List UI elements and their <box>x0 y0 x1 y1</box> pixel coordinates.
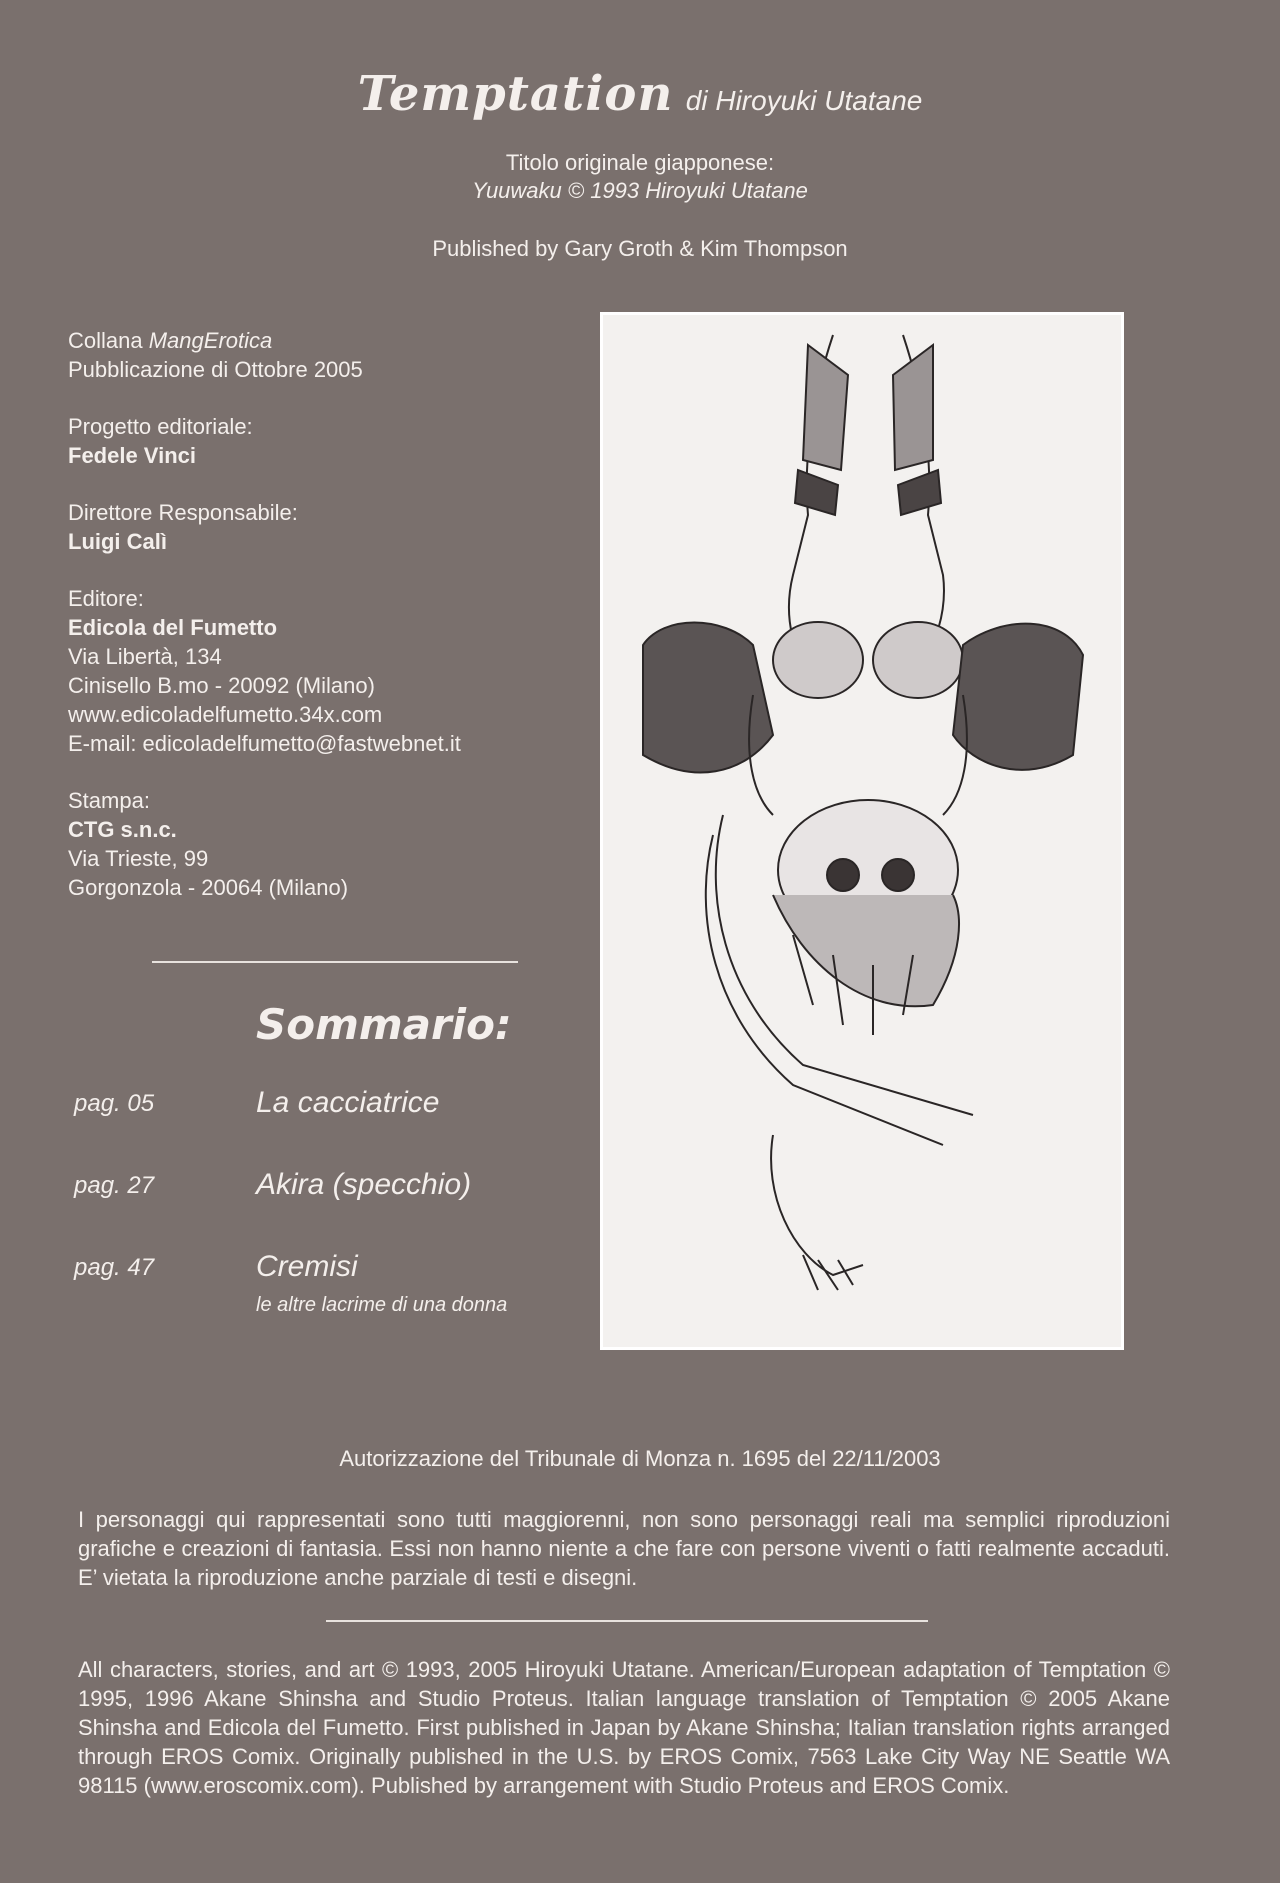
progetto-block <box>68 412 568 470</box>
toc-title: La cacciatrice <box>256 1086 440 1119</box>
stampa-value: CTG s.n.c. <box>68 817 177 842</box>
toc-item <box>74 1086 594 1146</box>
publication-date: Pubblicazione di Ottobre 2005 <box>68 357 363 382</box>
editore-email: E-mail: edicoladelfumetto@fastwebnet.it <box>68 731 461 756</box>
toc-item <box>74 1250 594 1330</box>
collana-line <box>68 326 568 384</box>
editore-block <box>68 584 568 758</box>
progetto-value: Fedele Vinci <box>68 443 196 468</box>
divider <box>326 1620 928 1622</box>
editore-value: Edicola del Fumetto <box>68 615 278 640</box>
toc-page-number: pag. 47 <box>74 1254 155 1281</box>
toc-page-number: pag. 27 <box>74 1172 155 1199</box>
collana-value: MangErotica <box>148 328 273 353</box>
collana-label: Collana <box>68 328 143 353</box>
manga-illustration <box>603 315 1121 1347</box>
direttore-label: Direttore Responsabile: <box>68 500 298 525</box>
toc-subtitle: le altre lacrime di una donna <box>256 1294 508 1316</box>
title-logo: Temptation <box>357 66 674 122</box>
credits-block <box>68 326 568 930</box>
direttore-value: Luigi Calì <box>68 529 167 554</box>
editore-address-line: Cinisello B.mo - 20092 (Milano) <box>68 673 375 698</box>
progetto-label: Progetto editoriale: <box>68 414 253 439</box>
byline: di Hiroyuki Utatane <box>685 85 923 116</box>
publisher-line: Published by Gary Groth & Kim Thompson <box>432 236 848 261</box>
editore-address-line: Via Libertà, 134 <box>68 644 222 669</box>
stampa-block <box>68 786 568 902</box>
editore-website: www.edicoladelfumetto.34x.com <box>68 702 383 727</box>
page-title <box>0 66 1280 122</box>
stampa-address-line: Via Trieste, 99 <box>68 846 209 871</box>
toc-page-number: pag. 05 <box>74 1090 155 1117</box>
direttore-block <box>68 498 568 556</box>
authorization-line: Autorizzazione del Tribunale di Monza n. 1695 del 22/11/2003 <box>339 1446 941 1471</box>
stampa-label: Stampa: <box>68 788 150 813</box>
stampa-address-line: Gorgonzola - 20064 (Milano) <box>68 875 349 900</box>
disclaimer-paragraph: I personaggi qui rappresentati sono tutti maggiorenni, non sono personaggi reali ma semplici riproduzioni grafiche e creazioni di fantasia. Essi non hanno niente a che fare con persone viventi o fatti realmente accaduti. E’ vietata la riproduzione anche parziale di testi e disegni. <box>78 1507 1170 1590</box>
sommario-title: Sommario: <box>256 1000 512 1049</box>
original-title-label: Titolo originale giapponese: <box>505 150 775 175</box>
illustration-panel <box>600 312 1124 1350</box>
copyright-paragraph: All characters, stories, and art © 1993, 2005 Hiroyuki Utatane. American/European adaptation of Temptation © 1995, 1996 Akane Shinsha and Studio Proteus. Italian language translation of Temptation © 2005 Akane Shinsha and Edicola del Fumetto. First published in Japan by Akane Shinsha; Italian translation rights arranged through EROS Comix. Originally published in the U.S. by EROS Comix, 7563 Lake City Way NE Seattle WA 98115 (www.eroscomix.com). Published by arrangement with Studio Proteus and EROS Comix. <box>78 1657 1170 1798</box>
toc-item <box>74 1168 594 1228</box>
editore-label: Editore: <box>68 586 144 611</box>
toc-title: Cremisi <box>256 1250 358 1283</box>
divider <box>152 961 518 963</box>
original-title: Yuuwaku © 1993 Hiroyuki Utatane <box>472 178 808 203</box>
toc-title: Akira (specchio) <box>256 1168 472 1201</box>
